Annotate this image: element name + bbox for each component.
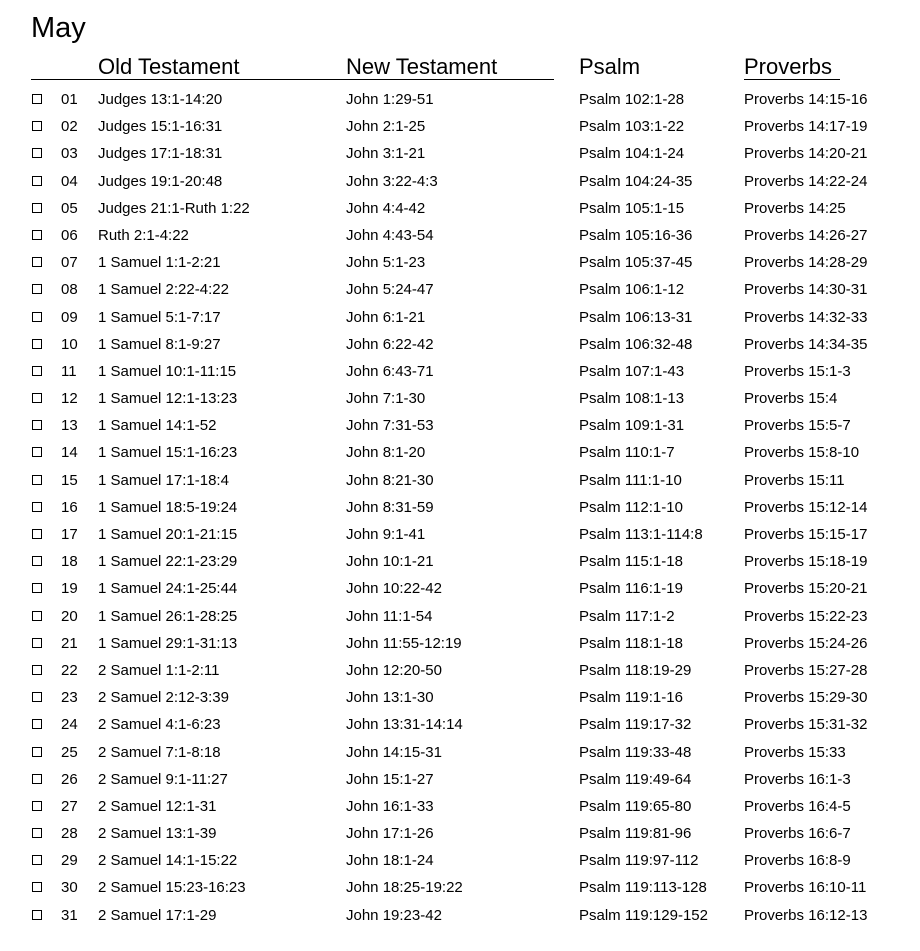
day-number: 12 [61, 390, 78, 408]
header-psalm: Psalm [579, 54, 641, 79]
day-number: 24 [61, 716, 78, 734]
psalm-reading: Psalm 106:13-31 [579, 308, 693, 326]
new-testament-reading: John 6:43-71 [346, 362, 434, 380]
header-underline [31, 79, 554, 80]
new-testament-reading: John 18:25-19:22 [346, 879, 463, 897]
checkbox[interactable] [32, 475, 42, 485]
proverbs-reading: Proverbs 15:5-7 [744, 417, 851, 435]
table-row [0, 385, 920, 412]
new-testament-reading: John 15:1-27 [346, 770, 434, 788]
day-number: 25 [61, 743, 78, 761]
proverbs-reading: Proverbs 14:25 [744, 199, 846, 217]
day-number: 27 [61, 797, 78, 815]
header-new-testament: New Testament [346, 54, 498, 79]
old-testament-reading: 2 Samuel 13:1-39 [98, 825, 217, 843]
table-row [0, 847, 920, 874]
proverbs-reading: Proverbs 15:20-21 [744, 580, 868, 598]
old-testament-reading: 2 Samuel 7:1-8:18 [98, 743, 221, 761]
table-row [0, 820, 920, 847]
proverbs-reading: Proverbs 15:18-19 [744, 553, 868, 571]
new-testament-reading: John 7:31-53 [346, 417, 434, 435]
proverbs-reading: Proverbs 14:32-33 [744, 308, 868, 326]
old-testament-reading: 1 Samuel 18:5-19:24 [98, 498, 238, 516]
day-number: 28 [61, 825, 78, 843]
table-row [0, 168, 920, 195]
new-testament-reading: John 5:24-47 [346, 281, 434, 299]
psalm-reading: Psalm 103:1-22 [579, 118, 685, 136]
new-testament-reading: John 9:1-41 [346, 526, 426, 543]
new-testament-reading: John 3:1-21 [346, 145, 426, 163]
day-number: 15 [61, 471, 78, 489]
proverbs-reading: Proverbs 14:20-21 [744, 145, 868, 163]
day-number: 30 [61, 879, 78, 897]
psalm-reading: Psalm 110:1-7 [579, 444, 675, 462]
proverbs-reading: Proverbs 14:22-24 [744, 172, 868, 190]
checkbox[interactable] [32, 529, 42, 539]
day-number: 08 [61, 281, 78, 299]
day-number: 18 [61, 553, 78, 571]
proverbs-reading: Proverbs 16:6-7 [744, 825, 851, 843]
old-testament-reading: 2 Samuel 14:1-15:22 [98, 852, 238, 870]
old-testament-reading: 2 Samuel 2:12-3:39 [98, 689, 229, 707]
proverbs-reading: Proverbs 15:4 [744, 390, 838, 408]
checkbox[interactable] [32, 312, 42, 322]
old-testament-reading: Ruth 2:1-4:22 [98, 226, 189, 244]
checkbox[interactable] [32, 747, 42, 757]
table-row [0, 276, 920, 303]
checkbox[interactable] [32, 366, 42, 376]
new-testament-reading: John 11:55-12:19 [346, 634, 462, 652]
psalm-reading: Psalm 119:33-48 [579, 743, 692, 761]
checkbox[interactable] [32, 828, 42, 838]
old-testament-reading: 2 Samuel 12:1-31 [98, 797, 217, 815]
table-row [0, 603, 920, 630]
proverbs-reading: Proverbs 15:11 [744, 471, 845, 489]
header-old-testament: Old Testament [98, 54, 240, 79]
checkbox[interactable] [32, 284, 42, 294]
psalm-reading: Psalm 113:1-114:8 [579, 526, 703, 543]
new-testament-reading: John 17:1-26 [346, 825, 434, 843]
new-testament-reading: John 18:1-24 [346, 852, 434, 870]
proverbs-reading: Proverbs 15:29-30 [744, 689, 868, 707]
checkbox[interactable] [32, 855, 42, 865]
psalm-reading: Psalm 119:129-152 [579, 906, 708, 924]
psalm-reading: Psalm 118:19-29 [579, 661, 692, 679]
old-testament-reading: 1 Samuel 20:1-21:15 [98, 526, 238, 543]
new-testament-reading: John 6:22-42 [346, 335, 434, 353]
new-testament-reading: John 8:1-20 [346, 444, 426, 462]
old-testament-reading: 1 Samuel 8:1-9:27 [98, 335, 221, 353]
table-row [0, 711, 920, 738]
table-row [0, 140, 920, 167]
header-proverbs: Proverbs [744, 54, 833, 79]
table-row [0, 222, 920, 249]
proverbs-reading: Proverbs 16:12-13 [744, 906, 868, 924]
old-testament-reading: Judges 21:1-Ruth 1:22 [98, 199, 250, 217]
new-testament-reading: John 10:22-42 [346, 580, 442, 598]
checkbox[interactable] [32, 257, 42, 267]
proverbs-reading: Proverbs 14:30-31 [744, 281, 868, 299]
proverbs-reading: Proverbs 14:17-19 [744, 118, 868, 136]
table-row [0, 467, 920, 494]
old-testament-reading: Judges 13:1-14:20 [98, 91, 223, 108]
new-testament-reading: John 13:31-14:14 [346, 716, 463, 734]
day-number: 20 [61, 607, 78, 625]
table-row [0, 249, 920, 276]
new-testament-reading: John 4:43-54 [346, 226, 434, 244]
table-row [0, 766, 920, 793]
proverbs-reading: Proverbs 15:33 [744, 743, 846, 761]
table-row [0, 684, 920, 711]
psalm-reading: Psalm 106:32-48 [579, 335, 693, 353]
new-testament-reading: John 14:15-31 [346, 743, 442, 761]
day-number: 03 [61, 145, 78, 163]
checkbox[interactable] [32, 420, 42, 430]
old-testament-reading: 1 Samuel 14:1-52 [98, 417, 217, 435]
old-testament-reading: 1 Samuel 15:1-16:23 [98, 444, 238, 462]
new-testament-reading: John 5:1-23 [346, 254, 426, 272]
proverbs-reading: Proverbs 14:28-29 [744, 254, 868, 272]
old-testament-reading: 1 Samuel 22:1-23:29 [98, 553, 238, 571]
table-row [0, 739, 920, 766]
psalm-reading: Psalm 116:1-19 [579, 580, 683, 598]
checkbox[interactable] [32, 121, 42, 131]
day-number: 13 [61, 417, 78, 435]
day-number: 02 [61, 118, 78, 136]
checkbox[interactable] [32, 719, 42, 729]
new-testament-reading: John 2:1-25 [346, 118, 426, 136]
proverbs-reading: Proverbs 15:12-14 [744, 498, 868, 516]
day-number: 23 [61, 689, 78, 707]
checkbox[interactable] [32, 638, 42, 648]
table-row [0, 412, 920, 439]
proverbs-reading: Proverbs 16:4-5 [744, 797, 851, 815]
proverbs-reading: Proverbs 14:15-16 [744, 91, 868, 108]
day-number: 17 [61, 526, 78, 543]
day-number: 06 [61, 226, 78, 244]
old-testament-reading: 2 Samuel 4:1-6:23 [98, 716, 221, 734]
old-testament-reading: Judges 19:1-20:48 [98, 172, 223, 190]
new-testament-reading: John 6:1-21 [346, 308, 426, 326]
psalm-reading: Psalm 119:49-64 [579, 770, 692, 788]
new-testament-reading: John 4:4-42 [346, 199, 426, 217]
new-testament-reading: John 12:20-50 [346, 661, 442, 679]
day-number: 26 [61, 770, 78, 788]
day-number: 09 [61, 308, 78, 326]
table-row [0, 113, 920, 140]
old-testament-reading: 2 Samuel 1:1-2:11 [98, 661, 220, 679]
new-testament-reading: John 8:21-30 [346, 471, 434, 489]
day-number: 01 [61, 91, 78, 108]
table-row [0, 630, 920, 657]
new-testament-reading: John 11:1-54 [346, 607, 433, 625]
psalm-reading: Psalm 119:1-16 [579, 689, 683, 707]
old-testament-reading: Judges 15:1-16:31 [98, 118, 223, 136]
psalm-reading: Psalm 119:65-80 [579, 797, 692, 815]
old-testament-reading: 2 Samuel 9:1-11:27 [98, 770, 228, 788]
table-row [0, 657, 920, 684]
day-number: 16 [61, 498, 78, 516]
reading-plan-table [0, 86, 920, 929]
checkbox[interactable] [32, 230, 42, 240]
table-row [0, 793, 920, 820]
psalm-reading: Psalm 119:113-128 [579, 879, 707, 897]
proverbs-reading: Proverbs 14:34-35 [744, 335, 868, 353]
table-row [0, 439, 920, 466]
checkbox[interactable] [32, 203, 42, 213]
old-testament-reading: 2 Samuel 17:1-29 [98, 906, 217, 924]
new-testament-reading: John 1:29-51 [346, 91, 434, 108]
psalm-reading: Psalm 108:1-13 [579, 390, 685, 408]
checkbox[interactable] [32, 176, 42, 186]
day-number: 19 [61, 580, 78, 598]
column-headers [0, 52, 920, 82]
checkbox[interactable] [32, 611, 42, 621]
day-number: 11 [61, 362, 77, 380]
table-row [0, 331, 920, 358]
new-testament-reading: John 19:23-42 [346, 906, 442, 924]
checkbox[interactable] [32, 692, 42, 702]
new-testament-reading: John 3:22-4:3 [346, 172, 438, 190]
proverbs-reading: Proverbs 16:10-11 [744, 879, 867, 897]
old-testament-reading: 1 Samuel 26:1-28:25 [98, 607, 238, 625]
day-number: 14 [61, 444, 78, 462]
proverbs-reading: Proverbs 15:8-10 [744, 444, 860, 462]
proverbs-reading: Proverbs 15:1-3 [744, 362, 851, 380]
psalm-reading: Psalm 104:1-24 [579, 145, 685, 163]
table-row [0, 874, 920, 901]
table-row [0, 358, 920, 385]
proverbs-reading: Proverbs 15:27-28 [744, 661, 868, 679]
table-row [0, 521, 920, 548]
psalm-reading: Psalm 117:1-2 [579, 607, 675, 625]
proverbs-reading: Proverbs 15:24-26 [744, 634, 868, 652]
new-testament-reading: John 8:31-59 [346, 498, 434, 516]
new-testament-reading: John 7:1-30 [346, 390, 426, 408]
table-row [0, 304, 920, 331]
psalm-reading: Psalm 111:1-10 [579, 471, 682, 489]
old-testament-reading: 1 Samuel 24:1-25:44 [98, 580, 238, 598]
checkbox[interactable] [32, 665, 42, 675]
old-testament-reading: 1 Samuel 12:1-13:23 [98, 390, 238, 408]
day-number: 21 [61, 634, 78, 652]
checkbox[interactable] [32, 801, 42, 811]
proverbs-header-underline [744, 79, 840, 80]
table-row [0, 195, 920, 222]
old-testament-reading: 1 Samuel 2:22-4:22 [98, 281, 229, 299]
psalm-reading: Psalm 119:81-96 [579, 825, 692, 843]
table-row [0, 494, 920, 521]
day-number: 04 [61, 172, 78, 190]
proverbs-reading: Proverbs 15:15-17 [744, 526, 868, 543]
day-number: 07 [61, 254, 78, 272]
psalm-reading: Psalm 109:1-31 [579, 417, 685, 435]
month-title: May [31, 12, 86, 44]
day-number: 10 [61, 335, 78, 353]
proverbs-reading: Proverbs 16:8-9 [744, 852, 851, 870]
checkbox[interactable] [32, 148, 42, 158]
psalm-reading: Psalm 107:1-43 [579, 362, 685, 380]
new-testament-reading: John 13:1-30 [346, 689, 434, 707]
old-testament-reading: 1 Samuel 29:1-31:13 [98, 634, 238, 652]
checkbox[interactable] [32, 556, 42, 566]
old-testament-reading: 1 Samuel 5:1-7:17 [98, 308, 221, 326]
old-testament-reading: Judges 17:1-18:31 [98, 145, 223, 163]
day-number: 31 [61, 906, 78, 924]
checkbox[interactable] [32, 447, 42, 457]
checkbox[interactable] [32, 502, 42, 512]
table-row [0, 86, 920, 113]
psalm-reading: Psalm 104:24-35 [579, 172, 693, 190]
table-row [0, 902, 920, 929]
checkbox[interactable] [32, 339, 42, 349]
psalm-reading: Psalm 105:37-45 [579, 254, 693, 272]
proverbs-reading: Proverbs 15:22-23 [744, 607, 868, 625]
psalm-reading: Psalm 105:16-36 [579, 226, 693, 244]
psalm-reading: Psalm 118:1-18 [579, 634, 683, 652]
checkbox[interactable] [32, 393, 42, 403]
day-number: 29 [61, 852, 78, 870]
proverbs-reading: Proverbs 15:31-32 [744, 716, 868, 734]
psalm-reading: Psalm 115:1-18 [579, 553, 683, 571]
psalm-reading: Psalm 106:1-12 [579, 281, 685, 299]
psalm-reading: Psalm 102:1-28 [579, 91, 685, 108]
new-testament-reading: John 10:1-21 [346, 553, 434, 571]
old-testament-reading: 1 Samuel 17:1-18:4 [98, 471, 229, 489]
day-number: 05 [61, 199, 78, 217]
old-testament-reading: 1 Samuel 1:1-2:21 [98, 254, 221, 272]
psalm-reading: Psalm 119:17-32 [579, 716, 692, 734]
checkbox[interactable] [32, 583, 42, 593]
old-testament-reading: 1 Samuel 10:1-11:15 [98, 362, 237, 380]
proverbs-reading: Proverbs 16:1-3 [744, 770, 851, 788]
checkbox[interactable] [32, 910, 42, 920]
proverbs-reading: Proverbs 14:26-27 [744, 226, 868, 244]
old-testament-reading: 2 Samuel 15:23-16:23 [98, 879, 246, 897]
psalm-reading: Psalm 112:1-10 [579, 498, 683, 516]
new-testament-reading: John 16:1-33 [346, 797, 434, 815]
psalm-reading: Psalm 105:1-15 [579, 199, 685, 217]
day-number: 22 [61, 661, 78, 679]
table-row [0, 548, 920, 575]
psalm-reading: Psalm 119:97-112 [579, 852, 699, 870]
checkbox[interactable] [32, 774, 42, 784]
checkbox[interactable] [32, 94, 42, 104]
checkbox[interactable] [32, 882, 42, 892]
table-row [0, 575, 920, 602]
